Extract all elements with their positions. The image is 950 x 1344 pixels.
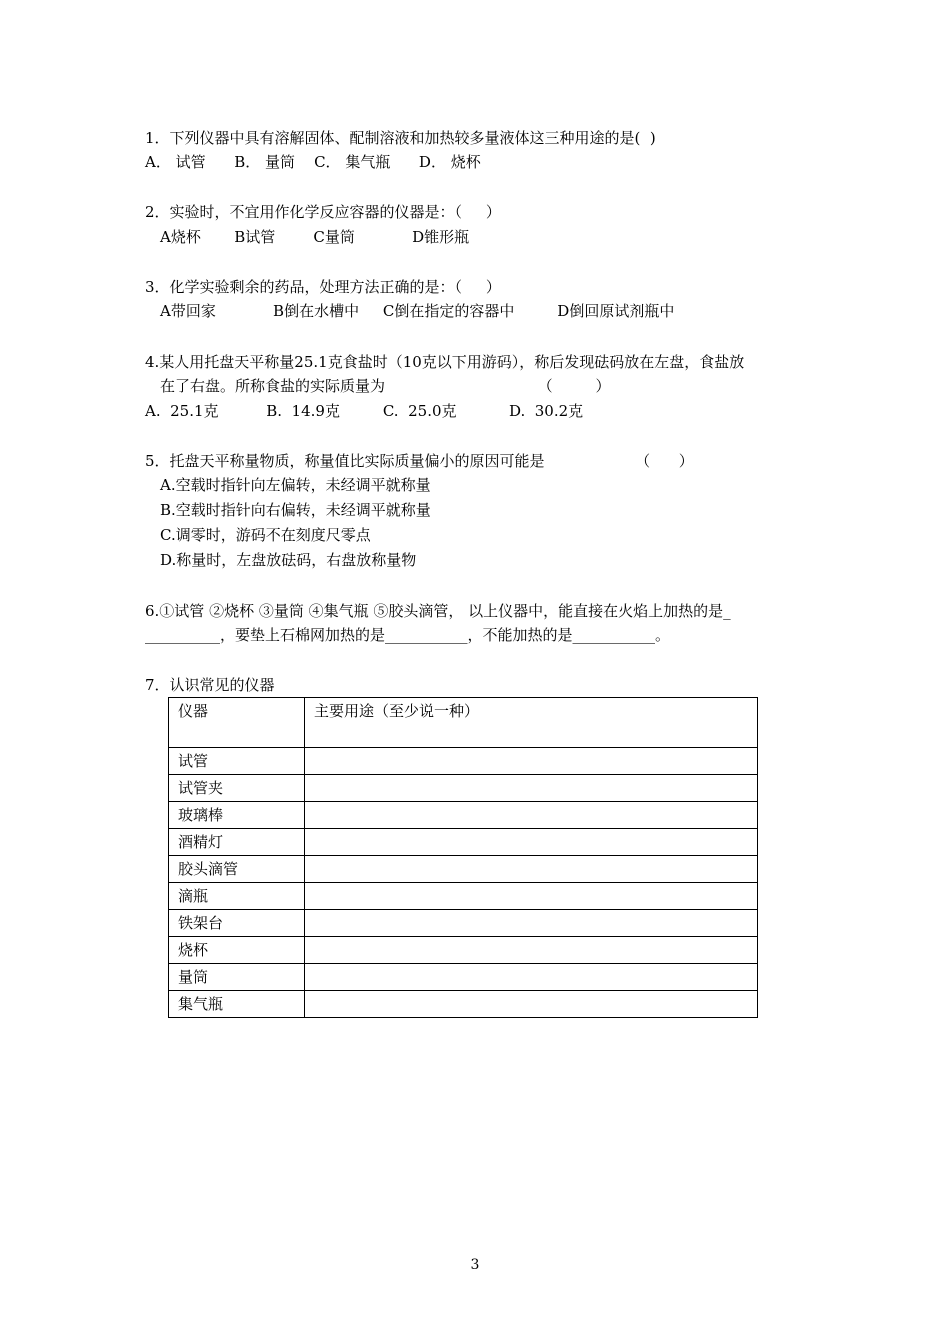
instrument-name: 试管夹 <box>169 775 305 802</box>
instrument-name: 集气瓶 <box>169 991 305 1018</box>
instrument-name: 量筒 <box>169 964 305 991</box>
table-row <box>169 964 758 991</box>
q2-stem: 2．实验时，不宜用作化学反应容器的仪器是：（ ） <box>145 203 501 221</box>
use-answer-cell[interactable] <box>305 991 758 1018</box>
header-main-use: 主要用途（至少说一种） <box>305 698 758 748</box>
q1-options: A． 试管 B． 量筒 C． 集气瓶 D． 烧杯 <box>145 153 481 171</box>
use-answer-cell[interactable] <box>305 910 758 937</box>
instrument-table <box>168 697 758 1018</box>
q7-stem: 7．认识常见的仪器 <box>145 676 275 694</box>
instrument-name: 试管 <box>169 748 305 775</box>
q5-option-d: D.称量时，左盘放砝码，右盘放称量物 <box>160 551 417 569</box>
q1-stem: 1．下列仪器中具有溶解固体、配制溶液和加热较多量液体这三种用途的是( ) <box>145 129 656 147</box>
use-answer-cell[interactable] <box>305 829 758 856</box>
instrument-name: 滴瓶 <box>169 883 305 910</box>
q6-line2: __________，要垫上石棉网加热的是___________，不能加热的是___________。 <box>145 626 671 644</box>
q5-stem: 5．托盘天平称量物质，称量值比实际质量偏小的原因可能是 （ ） <box>145 452 694 470</box>
instrument-name: 酒精灯 <box>169 829 305 856</box>
use-answer-cell[interactable] <box>305 802 758 829</box>
q6-line1: 6.①试管 ②烧杯 ③量筒 ④集气瓶 ⑤胶头滴管， 以上仪器中，能直接在火焰上加热的是_ <box>145 602 731 620</box>
q2-options: A烧杯 B试管 C量筒 D锥形瓶 <box>160 228 470 246</box>
use-answer-cell[interactable] <box>305 964 758 991</box>
instrument-name: 胶头滴管 <box>169 856 305 883</box>
header-instrument: 仪器 <box>169 698 305 748</box>
table-row <box>169 856 758 883</box>
q3-stem: 3．化学实验剩余的药品，处理方法正确的是：（ ） <box>145 278 501 296</box>
q5-option-c: C.调零时，游码不在刻度尺零点 <box>160 526 371 544</box>
q4-stem-line1: 4.某人用托盘天平称量25.1克食盐时（10克以下用游码），称后发现砝码放在左盘，食盐放 <box>145 353 745 371</box>
table-row <box>169 829 758 856</box>
table-row <box>169 937 758 964</box>
table-row <box>169 991 758 1018</box>
use-answer-cell[interactable] <box>305 883 758 910</box>
use-answer-cell[interactable] <box>305 856 758 883</box>
table-row <box>169 910 758 937</box>
table-row <box>169 775 758 802</box>
instrument-name: 烧杯 <box>169 937 305 964</box>
use-answer-cell[interactable] <box>305 775 758 802</box>
q4-stem-line2: 在了右盘。所称食盐的实际质量为 （ ） <box>160 377 611 395</box>
q5-option-b: B.空载时指针向右偏转，未经调平就称量 <box>160 501 431 519</box>
page-number: 3 <box>470 1257 480 1273</box>
table-row <box>169 802 758 829</box>
table-header-row <box>169 698 758 748</box>
table-row <box>169 883 758 910</box>
q3-options: A带回家 B倒在水槽中 C倒在指定的容器中 D倒回原试剂瓶中 <box>160 302 675 320</box>
use-answer-cell[interactable] <box>305 748 758 775</box>
instrument-name: 玻璃棒 <box>169 802 305 829</box>
q4-options: A. 25.1克 B. 14.9克 C. 25.0克 D. 30.2克 <box>145 402 584 420</box>
table-row <box>169 748 758 775</box>
instrument-name: 铁架台 <box>169 910 305 937</box>
use-answer-cell[interactable] <box>305 937 758 964</box>
q5-option-a: A.空载时指针向左偏转，未经调平就称量 <box>160 476 431 494</box>
